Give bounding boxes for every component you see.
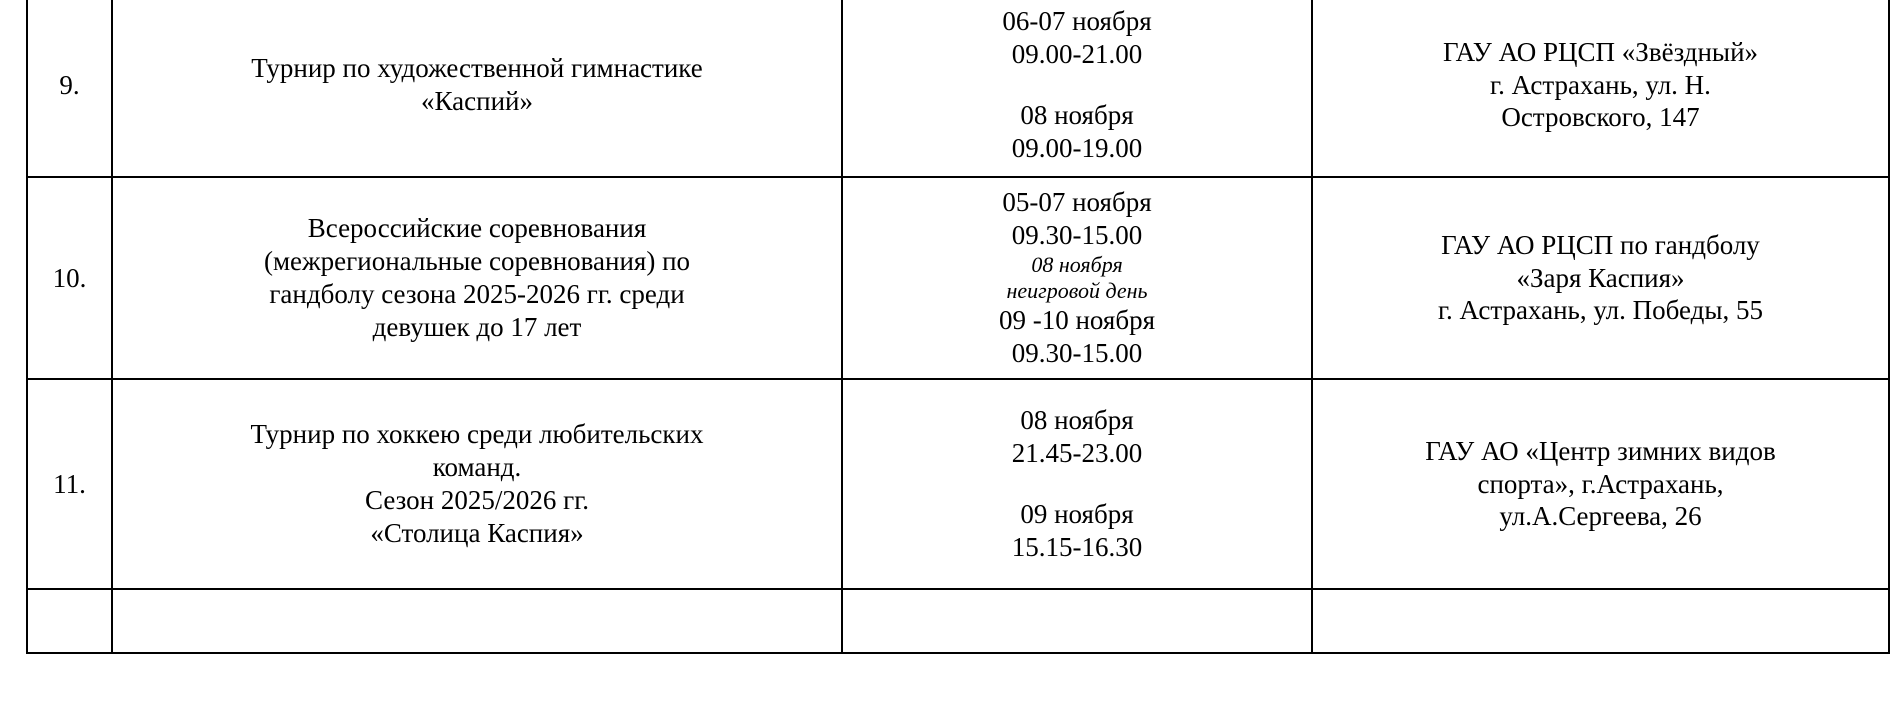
event-name-line: Всероссийские соревнования <box>307 213 647 244</box>
schedule-table-body <box>27 0 1889 653</box>
event-name-line: гандболу сезона 2025-2026 гг. среди <box>269 279 685 309</box>
event-place-cell <box>1312 379 1889 589</box>
event-date-cell <box>842 0 1312 177</box>
event-place-line: ГАУ АО «Центр зимних видов <box>1425 435 1776 466</box>
schedule-table <box>26 0 1890 654</box>
event-place-cell <box>1312 589 1889 653</box>
event-name-cell <box>112 0 842 177</box>
date-block-separator <box>851 470 1303 498</box>
table-row <box>27 0 1889 177</box>
event-date-note-line: неигровой день <box>1006 278 1148 303</box>
event-time-line: 21.45-23.00 <box>1011 438 1143 469</box>
table-row <box>27 589 1889 653</box>
row-number: 10. <box>52 262 87 293</box>
event-date-note-line: 08 ноября <box>1031 251 1123 277</box>
event-time-line: 09.00-19.00 <box>1011 132 1143 163</box>
event-name-line: Сезон 2025/2026 гг. <box>365 485 589 515</box>
event-place-line: ГАУ АО РЦСП «Звёздный» <box>1442 36 1759 67</box>
event-time-line: 09.30-15.00 <box>1011 338 1143 369</box>
event-date-line: 05-07 ноября <box>1002 186 1152 217</box>
event-time-line: 09.00-21.00 <box>1011 39 1143 70</box>
event-name-line: (межрегиональные соревнования) по <box>263 246 691 277</box>
event-place-line: ул.А.Сергеева, 26 <box>1499 501 1702 532</box>
event-place-line: спорта», г.Астрахань, <box>1477 468 1724 499</box>
row-number: 9. <box>59 69 80 100</box>
event-name-line: команд. <box>432 452 522 483</box>
event-name-line: девушек до 17 лет <box>372 311 582 342</box>
event-date-line: 08 ноября <box>1020 100 1134 130</box>
event-name-cell <box>112 177 842 379</box>
event-name-cell <box>112 379 842 589</box>
event-time-line: 09.30-15.00 <box>1011 219 1143 250</box>
event-name-line: Турнир по художественной гимнастике <box>251 53 703 84</box>
event-date-cell <box>842 589 1312 653</box>
row-number-cell <box>27 177 112 379</box>
event-place-line: г. Астрахань, ул. Победы, 55 <box>1437 295 1763 326</box>
table-row <box>27 177 1889 379</box>
event-name-cell <box>112 589 842 653</box>
row-number-cell <box>27 379 112 589</box>
event-place-line: г. Астрахань, ул. Н. <box>1490 69 1711 100</box>
event-date-cell <box>842 177 1312 379</box>
event-date-line: 09 ноября <box>1020 499 1134 529</box>
event-date-cell <box>842 379 1312 589</box>
event-place-line: ГАУ АО РЦСП по гандболу <box>1441 229 1760 260</box>
event-date-line: 08 ноября <box>1020 405 1134 436</box>
row-number-cell <box>27 589 112 653</box>
event-place-line: «Заря Каспия» <box>1516 262 1685 293</box>
event-place-cell <box>1312 177 1889 379</box>
event-date-line: 06-07 ноября <box>1002 6 1152 37</box>
event-place-cell <box>1312 0 1889 177</box>
event-time-line: 15.15-16.30 <box>1011 531 1143 562</box>
table-row <box>27 379 1889 589</box>
event-name-line: «Каспий» <box>421 86 533 116</box>
event-name-line: «Столица Каспия» <box>370 517 584 548</box>
date-block-separator <box>851 71 1303 99</box>
event-name-line: Турнир по хоккею среди любительских <box>250 419 704 450</box>
row-number-cell <box>27 0 112 177</box>
event-place-line: Островского, 147 <box>1501 102 1700 133</box>
event-date-line: 09 -10 ноября <box>998 305 1155 336</box>
row-number: 11. <box>53 468 86 499</box>
